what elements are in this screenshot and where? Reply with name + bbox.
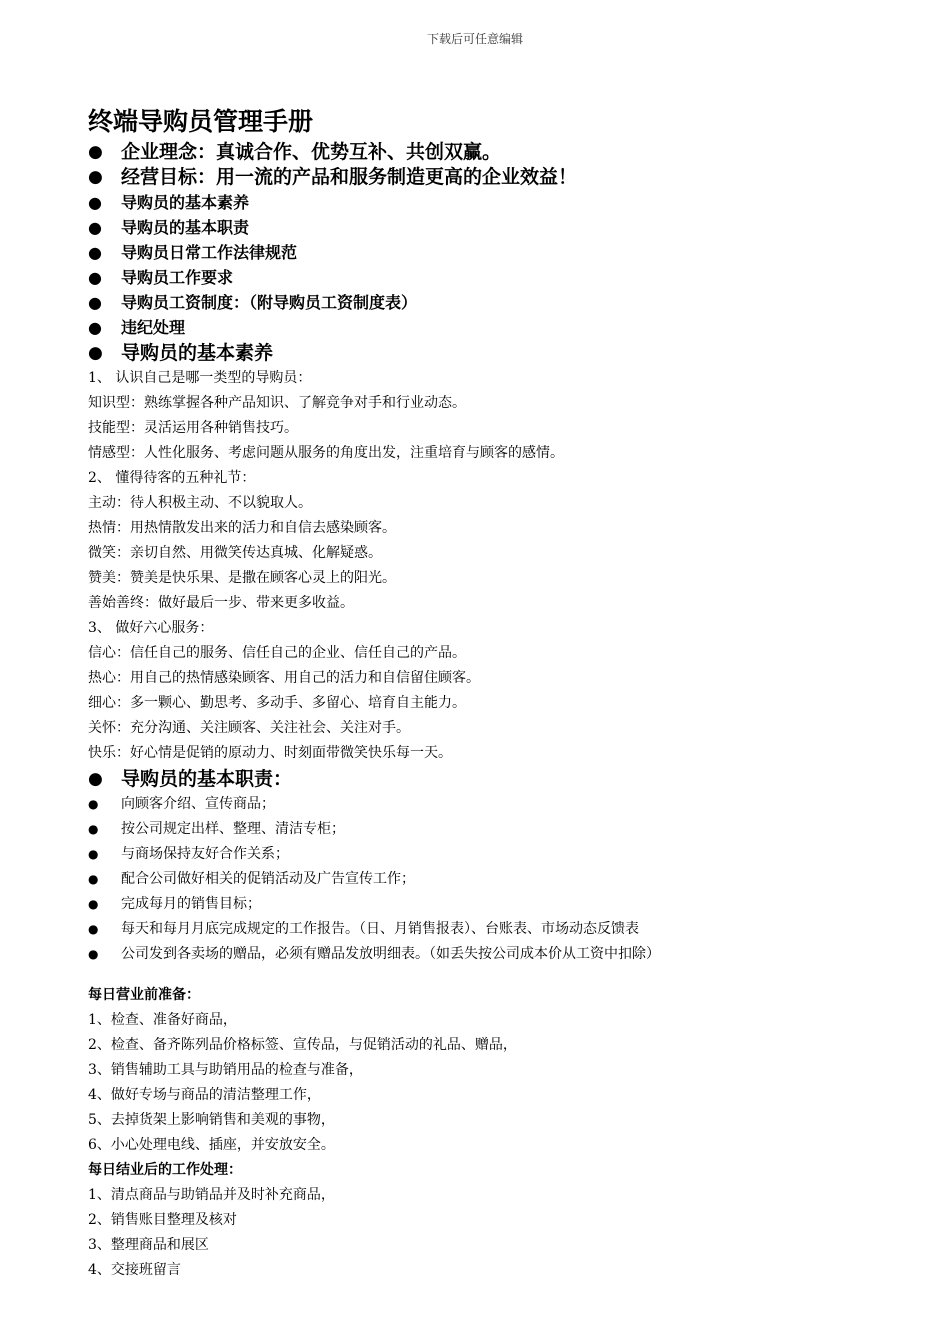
document-title: 终端导购员管理手册 (88, 107, 314, 136)
paragraph-line: 1、 认识自己是哪一类型的导购员： (88, 370, 312, 386)
bullet-dot-icon: ● (88, 243, 102, 262)
bullet-dot-icon: ● (88, 318, 102, 337)
bullet-dot-icon: ● (88, 142, 103, 162)
bullet-dot-icon: ● (88, 293, 102, 312)
paragraph-line: 1、清点商品与助销品并及时补充商品， (88, 1187, 335, 1203)
duty-text: 与商场保持友好合作关系； (121, 846, 289, 862)
duty-text: 每天和每月月底完成规定的工作报告。（日、月销售报表）、台账表、市场动态反馈表 (121, 921, 639, 937)
toc-item (88, 215, 888, 240)
paragraph-line: 快乐：好心情是促销的原动力、时刻面带微笑快乐每一天。 (88, 745, 452, 761)
subheading-before-open: 每日营业前准备： (88, 987, 200, 1003)
paragraph-line: 微笑：亲切自然、用微笑传达真城、化解疑惑。 (88, 545, 382, 561)
duty-item (88, 892, 888, 917)
bullet-dot-icon: ● (88, 268, 102, 287)
bullet-dot-icon: ● (88, 193, 102, 212)
paragraph-line: 主动：待人积极主动、不以貌取人。 (88, 495, 312, 511)
toc-item (88, 315, 888, 340)
duty-item (88, 917, 888, 942)
section-heading-duties (88, 766, 888, 792)
toc-text: 导购员的基本职责 (121, 218, 250, 237)
toc-text: 违纪处理 (121, 318, 186, 337)
toc-text: 导购员工作要求 (121, 268, 234, 287)
paragraph-line: 知识型：熟练掌握各种产品知识、了解竞争对手和行业动态。 (88, 395, 466, 411)
section-heading-text: 导购员的基本职责： (121, 768, 293, 790)
bullet-goal (88, 165, 888, 190)
toc-text: 导购员日常工作法律规范 (121, 243, 298, 262)
paragraph-line: 1、检查、准备好商品， (88, 1012, 237, 1028)
duty-text: 按公司规定出样、整理、清洁专柜； (121, 821, 345, 837)
bullet-dot-icon: ● (88, 797, 99, 811)
paragraph-line: 热情：用热情散发出来的活力和自信去感染顾客。 (88, 520, 396, 536)
bullet-dot-icon: ● (88, 922, 99, 936)
toc-text: 导购员工资制度：（附导购员工资制度表） (121, 293, 418, 312)
spacer (88, 967, 888, 983)
paragraph-line: 3、整理商品和展区 (88, 1237, 209, 1253)
page-header: 下载后可任意编辑 (426, 32, 523, 46)
duty-item (88, 792, 888, 817)
toc-item (88, 265, 888, 290)
bullet-dot-icon: ● (88, 947, 99, 961)
bullet-text: 经营目标：用一流的产品和服务制造更高的企业效益！ (121, 166, 578, 188)
paragraph-line: 4、做好专场与商品的清洁整理工作， (88, 1087, 321, 1103)
toc-item (88, 290, 888, 315)
subheading-after-close: 每日结业后的工作处理： (88, 1162, 242, 1178)
paragraph-line: 情感型：人性化服务、考虑问题从服务的角度出发，注重培育与顾客的感情。 (88, 445, 564, 461)
paragraph-line: 3、销售辅助工具与助销用品的检查与准备， (88, 1062, 363, 1078)
paragraph-line: 2、检查、备齐陈列品价格标签、宣传品，与促销活动的礼品、赠品， (88, 1037, 517, 1053)
duty-text: 公司发到各卖场的赠品，必须有赠品发放明细表。（如丢失按公司成本价从工资中扣除） (121, 946, 660, 962)
bullet-philosophy (88, 140, 888, 165)
toc-item (88, 240, 888, 265)
duty-text: 配合公司做好相关的促销活动及广告宣传工作； (121, 871, 415, 887)
bullet-dot-icon: ● (88, 847, 99, 861)
paragraph-line: 6、小心处理电线、插座，并安放安全。 (88, 1137, 335, 1153)
bullet-dot-icon: ● (88, 872, 99, 886)
paragraph-line: 4、交接班留言 (88, 1262, 181, 1278)
paragraph-line: 技能型：灵活运用各种销售技巧。 (88, 420, 298, 436)
toc-text: 导购员的基本素养 (121, 193, 250, 212)
paragraph-line: 细心：多一颗心、勤思考、多动手、多留心、培育自主能力。 (88, 695, 466, 711)
duty-item (88, 942, 888, 967)
bullet-dot-icon: ● (88, 218, 102, 237)
duty-text: 向顾客介绍、宣传商品； (121, 796, 275, 812)
paragraph-line: 关怀：充分沟通、关注顾客、关注社会、关注对手。 (88, 720, 410, 736)
section-heading-qualities (88, 340, 888, 366)
paragraph-line: 2、 懂得待客的五种礼节： (88, 470, 256, 486)
document-body (88, 104, 888, 1283)
duty-item (88, 867, 888, 892)
bullet-dot-icon: ● (88, 769, 103, 789)
toc-item (88, 190, 888, 215)
bullet-text: 企业理念：真诚合作、优势互补、共创双赢。 (121, 141, 502, 163)
duty-text: 完成每月的销售目标； (121, 896, 261, 912)
bullet-dot-icon: ● (88, 822, 99, 836)
duty-item (88, 817, 888, 842)
paragraph-line: 赞美：赞美是快乐果、是撒在顾客心灵上的阳光。 (88, 570, 396, 586)
bullet-dot-icon: ● (88, 167, 103, 187)
paragraph-line: 信心：信任自己的服务、信任自己的企业、信任自己的产品。 (88, 645, 466, 661)
paragraph-line: 2、销售账目整理及核对 (88, 1212, 237, 1228)
bullet-dot-icon: ● (88, 897, 99, 911)
section-heading-text: 导购员的基本素养 (121, 342, 274, 364)
paragraph-line: 热心：用自己的热情感染顾客、用自己的活力和自信留住顾客。 (88, 670, 480, 686)
bullet-dot-icon: ● (88, 343, 103, 363)
paragraph-line: 善始善终：做好最后一步、带来更多收益。 (88, 595, 354, 611)
duty-item (88, 842, 888, 867)
paragraph-line: 3、 做好六心服务： (88, 620, 214, 636)
paragraph-line: 5、去掉货架上影响销售和美观的事物， (88, 1112, 335, 1128)
